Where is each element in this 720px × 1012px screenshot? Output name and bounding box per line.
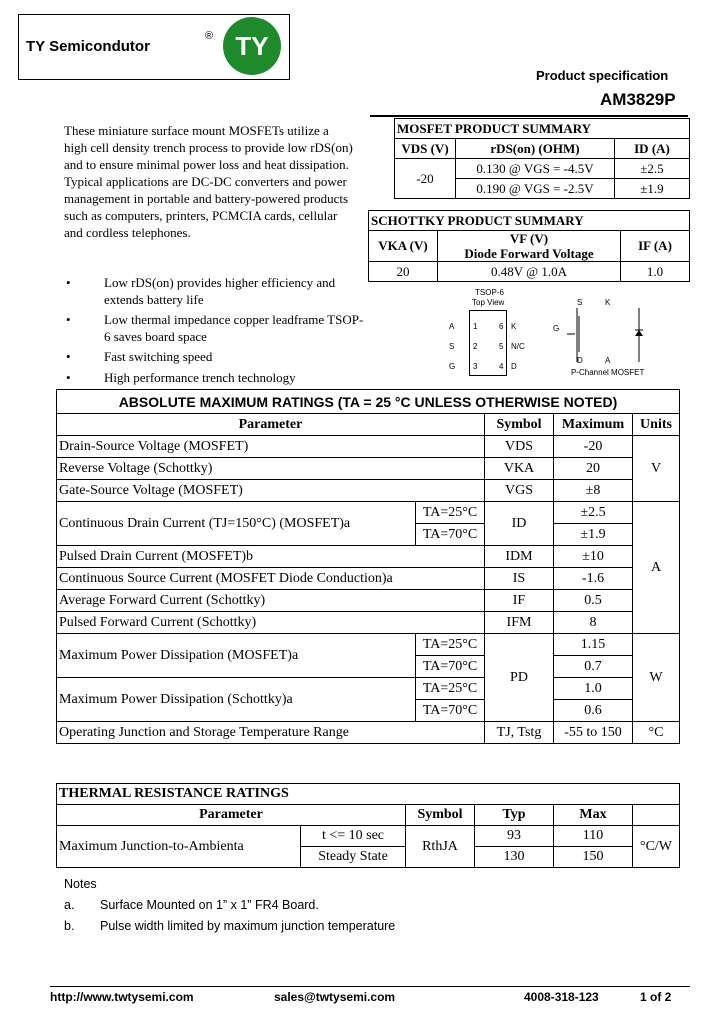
param-cell: Maximum Power Dissipation (Schottky)a <box>57 678 416 722</box>
mosfet-summary-title: MOSFET PRODUCT SUMMARY <box>395 119 690 139</box>
brand-name: TY Semicondutor <box>26 38 150 55</box>
id-header: ID (A) <box>615 139 690 159</box>
footer-website-link[interactable]: http://www.twtysemi.com <box>50 990 194 1004</box>
max-cell: 1.15 <box>554 634 633 656</box>
ty-logo-icon: TY <box>223 17 281 75</box>
rds-value: 0.190 @ VGS = -2.5V <box>456 179 615 199</box>
symbol-cell: VGS <box>485 480 554 502</box>
pin-number: 5 <box>499 342 504 351</box>
max-cell: -1.6 <box>554 568 633 590</box>
max-cell: ±2.5 <box>554 502 633 524</box>
param-cell: Gate-Source Voltage (MOSFET) <box>57 480 485 502</box>
vds-header: VDS (V) <box>395 139 456 159</box>
condition-cell: Steady State <box>301 847 406 868</box>
pin-number: 2 <box>473 342 478 351</box>
condition-cell: TA=70°C <box>416 700 485 722</box>
mosfet-symbol-icon <box>553 302 693 368</box>
typ-cell: 130 <box>475 847 554 868</box>
param-cell: Reverse Voltage (Schottky) <box>57 458 485 480</box>
diode-forward-header: Diode Forward Voltage <box>464 246 594 261</box>
symbol-cell: IDM <box>485 546 554 568</box>
absolute-max-ratings-table <box>56 389 680 744</box>
if-value: 1.0 <box>621 262 690 282</box>
param-cell: Operating Junction and Storage Temperature Range <box>57 722 485 744</box>
abs-max-title: ABSOLUTE MAXIMUM RATINGS (TA = 25 °C UNLESS OTHERWISE NOTED) <box>57 390 680 414</box>
condition-cell: TA=25°C <box>416 634 485 656</box>
param-cell: Continuous Drain Current (TJ=150°C) (MOSFET)a <box>57 502 416 546</box>
param-cell: Continuous Source Current (MOSFET Diode Conduction)a <box>57 568 485 590</box>
symbol-cell: IS <box>485 568 554 590</box>
symbol-cell: IFM <box>485 612 554 634</box>
max-cell: 0.6 <box>554 700 633 722</box>
footer-email-link[interactable]: sales@twtysemi.com <box>274 990 396 1004</box>
note-label: b. <box>64 919 75 933</box>
spec-label: Product specification <box>536 68 669 83</box>
symbol-header: Symbol <box>406 805 475 826</box>
pin-label: K <box>511 322 517 331</box>
max-cell: ±8 <box>554 480 633 502</box>
package-caption: P-Channel MOSFET <box>571 368 645 377</box>
max-cell: 1.0 <box>554 678 633 700</box>
footer-page-number: 1 of 2 <box>640 990 672 1004</box>
pin-label: S <box>449 342 455 351</box>
parameter-header: Parameter <box>57 414 485 436</box>
symbol-cell: VDS <box>485 436 554 458</box>
header-rule <box>370 115 688 117</box>
pin-number: 1 <box>473 322 478 331</box>
notes-section <box>64 874 395 937</box>
param-cell: Average Forward Current (Schottky) <box>57 590 485 612</box>
note-text: Pulse width limited by maximum junction temperature <box>100 919 396 933</box>
rds-value: 0.130 @ VGS = -4.5V <box>456 159 615 179</box>
typ-cell: 93 <box>475 826 554 847</box>
condition-cell: TA=70°C <box>416 524 485 546</box>
param-cell: Pulsed Drain Current (MOSFET)b <box>57 546 485 568</box>
symbol-cell: IF <box>485 590 554 612</box>
param-cell: Drain-Source Voltage (MOSFET) <box>57 436 485 458</box>
vka-header: VKA (V) <box>369 231 438 262</box>
unit-cell: V <box>633 436 680 502</box>
max-cell: 110 <box>554 826 633 847</box>
pin-number: 6 <box>499 322 504 331</box>
unit-cell: °C <box>633 722 680 744</box>
symbol-label: A <box>605 356 611 365</box>
condition-cell: TA=25°C <box>416 502 485 524</box>
symbol-label: K <box>605 298 611 307</box>
blank-header <box>633 805 680 826</box>
note-text: Surface Mounted on 1” x 1” FR4 Board. <box>100 898 319 912</box>
symbol-cell: ID <box>485 502 554 546</box>
id-value: ±2.5 <box>615 159 690 179</box>
max-cell: ±10 <box>554 546 633 568</box>
condition-cell: TA=25°C <box>416 678 485 700</box>
rds-header: rDS(on) (OHM) <box>456 139 615 159</box>
note-label: a. <box>64 898 75 912</box>
pin-label: N/C <box>511 342 525 351</box>
package-view: Top View <box>472 298 505 307</box>
schottky-summary-title: SCHOTTKY PRODUCT SUMMARY <box>369 211 690 231</box>
thermal-title: THERMAL RESISTANCE RATINGS <box>57 784 680 805</box>
if-header: IF (A) <box>621 231 690 262</box>
max-cell: -20 <box>554 436 633 458</box>
symbol-label: D <box>577 356 583 365</box>
param-cell: Maximum Power Dissipation (MOSFET)a <box>57 634 416 678</box>
maximum-header: Maximum <box>554 414 633 436</box>
symbol-cell: VKA <box>485 458 554 480</box>
symbol-label: G <box>553 324 560 333</box>
mosfet-summary-table <box>394 118 690 199</box>
vf-header: VF (V) <box>509 231 549 246</box>
feature-item: • Low thermal impedance copper leadframe TSOP-6 saves board space <box>64 312 364 345</box>
max-cell: 0.5 <box>554 590 633 612</box>
footer-phone: 4008-318-123 <box>524 990 599 1004</box>
unit-cell: W <box>633 634 680 722</box>
registered-mark: ® <box>205 30 214 42</box>
notes-title: Notes <box>64 877 97 891</box>
schottky-summary-table <box>368 210 690 282</box>
package-diagram <box>445 288 695 378</box>
thermal-resistance-table <box>56 783 680 868</box>
parameter-header: Parameter <box>57 805 406 826</box>
param-cell: Maximum Junction-to-Ambienta <box>57 826 301 868</box>
symbol-header: Symbol <box>485 414 554 436</box>
intro-paragraph: These miniature surface mount MOSFETs utilize a high cell density trench process to provide low rDS(on) and to ensure minimal power loss and heat dissipation. Typical applications are DC-DC converters and power management in portable and battery-powered products such as computers, printers, PCMCIA cards, cellular and cordless telephones. <box>64 123 353 240</box>
param-cell: Pulsed Forward Current (Schottky) <box>57 612 485 634</box>
units-header: Units <box>633 414 680 436</box>
symbol-label: S <box>577 298 583 307</box>
id-value: ±1.9 <box>615 179 690 199</box>
feature-item: • High performance trench technology <box>64 370 364 387</box>
footer-rule <box>50 986 690 987</box>
unit-cell: A <box>633 502 680 634</box>
vf-value: 0.48V @ 1.0A <box>438 262 621 282</box>
feature-list <box>64 275 364 390</box>
typ-header: Typ <box>475 805 554 826</box>
condition-cell: t <= 10 sec <box>301 826 406 847</box>
symbol-cell: RthJA <box>406 826 475 868</box>
max-cell: ±1.9 <box>554 524 633 546</box>
symbol-cell: PD <box>485 634 554 722</box>
pin-label: A <box>449 322 455 331</box>
condition-cell: TA=70°C <box>416 656 485 678</box>
vka-value: 20 <box>369 262 438 282</box>
max-cell: 150 <box>554 847 633 868</box>
part-number: AM3829P <box>600 90 676 109</box>
package-name: TSOP-6 <box>475 288 504 297</box>
vds-value: -20 <box>395 159 456 199</box>
max-cell: 20 <box>554 458 633 480</box>
pin-number: 3 <box>473 362 478 371</box>
max-cell: 8 <box>554 612 633 634</box>
pin-label: D <box>511 362 517 371</box>
max-header: Max <box>554 805 633 826</box>
max-cell: 0.7 <box>554 656 633 678</box>
feature-item: • Low rDS(on) provides higher efficiency and extends battery life <box>64 275 364 308</box>
max-cell: -55 to 150 <box>554 722 633 744</box>
symbol-cell: TJ, Tstg <box>485 722 554 744</box>
feature-item: • Fast switching speed <box>64 349 364 366</box>
pin-label: G <box>449 362 456 371</box>
pin-number: 4 <box>499 362 504 371</box>
unit-cell: °C/W <box>633 826 680 868</box>
